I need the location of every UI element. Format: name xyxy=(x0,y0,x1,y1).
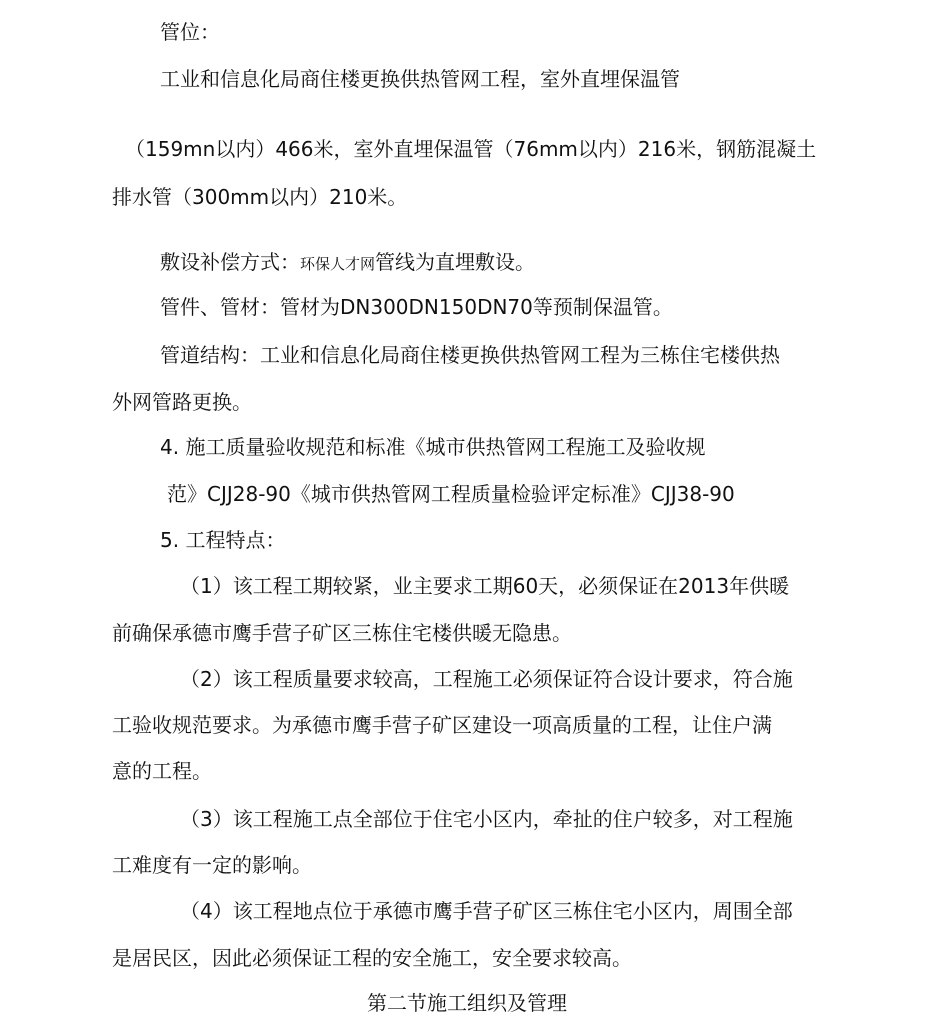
text-line: 排水管（300mm以内）210米。 xyxy=(112,185,408,209)
text-line: 范》CJJ28-90《城市供热管网工程质量检验评定标准》CJJ38-90 xyxy=(167,482,735,506)
text-line: （4）该工程地点位于承德市鹰手营子矿区三栋住宅小区内，周围全部 xyxy=(180,899,793,923)
text-line: 管道结构：工业和信息化局商住楼更换供热管网工程为三栋住宅楼供热 xyxy=(160,343,780,367)
text-line: 4. 施工质量验收规范和标准《城市供热管网工程施工及验收规 xyxy=(160,435,706,459)
text-line-suffix: 管线为直埋敷设。 xyxy=(375,250,536,274)
text-line: 工难度有一定的影响。 xyxy=(112,853,312,877)
text-line: （2）该工程质量要求较高，工程施工必须保证符合设计要求，符合施 xyxy=(180,667,793,691)
text-line: 意的工程。 xyxy=(112,759,212,783)
text-line-prefix: 敷设补偿方式： xyxy=(160,250,300,274)
text-line: 管件、管材：管材为DN300DN150DN70等预制保温管。 xyxy=(160,295,673,319)
text-line: 管位： xyxy=(160,20,220,44)
text-line: 是居民区，因此必须保证工程的安全施工，安全要求较高。 xyxy=(112,946,632,970)
text-line: 前确保承德市鹰手营子矿区三栋住宅楼供暖无隐患。 xyxy=(112,621,572,645)
text-line xyxy=(160,249,535,275)
text-line: （1）该工程工期较紧，业主要求工期60天，必须保证在2013年供暖 xyxy=(180,574,790,598)
text-line: 5. 工程特点： xyxy=(160,528,286,552)
text-line: （3）该工程施工点全部位于住宅小区内，牵扯的住户较多，对工程施 xyxy=(180,807,793,831)
section-heading: 第二节施工组织及管理 xyxy=(367,991,567,1015)
watermark-text: 环保人才网 xyxy=(300,255,376,273)
text-line: （159mn以内）466米，室外直埋保温管（76mm以内）216米，钢筋混凝土 xyxy=(125,137,817,161)
text-line: 工验收规范要求。为承德市鹰手营子矿区建设一项高质量的工程，让住户满 xyxy=(112,713,772,737)
text-line: 工业和信息化局商住楼更换供热管网工程，室外直埋保温管 xyxy=(160,67,680,91)
text-line: 外网管路更换。 xyxy=(112,390,252,414)
